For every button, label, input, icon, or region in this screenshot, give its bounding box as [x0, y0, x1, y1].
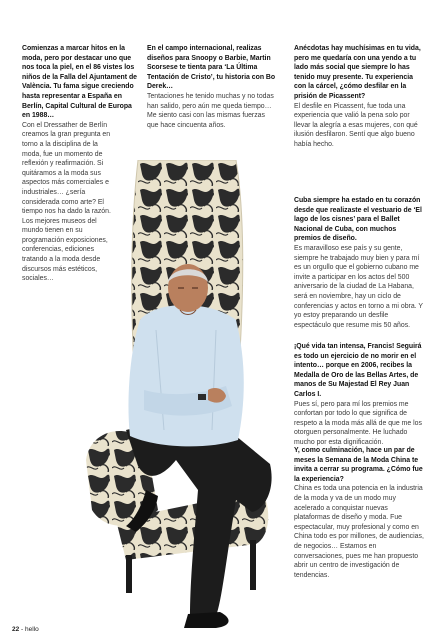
col3-question-4: Y, como culminación, hace un par de meses la Semana de la Moda China te invita a cerrar su programa. ¿Cómo fue la experiencia? — [294, 447, 423, 483]
column-2 — [147, 44, 277, 134]
shoe-right — [184, 612, 229, 628]
column-3-block-4 — [294, 446, 424, 584]
column-3-block-3 — [294, 342, 424, 452]
col3-question-1: Anécdotas hay muchísimas en tu vida, pero me quedaría con una yendo a tu lado más social que siempre lo has tenido muy presente. Tu experiencia con la cárcel, ¿cómo desfilar en la prisión de Picassent? — [294, 45, 421, 100]
col2-question: En el campo internacional, realizas diseños para Snoopy o Barbie, Martin Scorsese te tienta para ‘La Última Tentación de Cristo’, tu historia con Bo Derek… — [147, 45, 276, 91]
col1-question: Comienzas a marcar hitos en la moda, pero por destacar uno que nos toca la piel, en el 86 vistes los niños de la Falla del Ajuntament de València. Tu fama sigue creciendo hasta representar a España en Berlín, Capital Cultural de Europa en 1988… — [22, 45, 137, 120]
col1-answer: Con el Dressather de Berlín creamos la gran pregunta en torno a la disciplina de la moda, fue un momento de reflexión y reafirmación. Si quitáramos a la moda sus aspectos más comerciales e industriales… ¿sería considerada como arte? El tiempo nos ha dado la razón. Los mejores museos del mundo tienen en su programación exposiciones, conferencias, ediciones tratando a la moda desde discursos más estéticos, sociales… — [22, 121, 111, 283]
page-number: 22 — [12, 626, 20, 633]
page-footer — [12, 626, 39, 633]
footer-separator: - — [19, 626, 26, 633]
col3-answer-2: Es maravilloso ese país y su gente, siempre he trabajado muy bien y para mí es un orgullo que el gobierno cubano me invite a participar en los actos del 500 aniversario de la ciudad de La Habana, será en noviembre, hay un ciclo de conferencias y actos en torno a mi obra. Y yo estoy preparando un desfile espectáculo que resume mis 50 años. — [294, 244, 423, 329]
portrait-photo — [86, 160, 276, 630]
shirt — [128, 305, 243, 446]
col2-answer: Tentaciones he tenido muchas y no todas han salido, pero aún me queda tiempo… Me siento casi con las mismas fuerzas que hace cincuenta años. — [147, 92, 274, 129]
col3-answer-4: China es toda una potencia en la industria de la moda y va de un modo muy acelerado a conquistar nuevas plataformas de diseño y moda. Fue espectacular, muy profesional y como en China todo es por millones, de audiencias, de negocios… Estamos en conversaciones, pues me han propuesto abrir un centro de investigación de tendencias. — [294, 485, 424, 579]
section-name: hello — [25, 626, 39, 633]
col2-paragraph — [147, 44, 277, 130]
column-3-block-1 — [294, 44, 424, 154]
col3-question-2: Cuba siempre ha estado en tu corazón desde que realizaste el vestuario de ‘El lago de los cisnes’ para el Ballet Nacional de Cuba, con muchos premios de diseño. — [294, 197, 422, 243]
col3-answer-1: El desfile en Picassent, fue toda una experiencia que valió la pena solo por llevar la alegría a esas mujeres, con qué ilusión desfilaron. Sentí que algo bueno había hecho. — [294, 102, 418, 148]
portrait-illustration — [86, 160, 276, 630]
col3-answer-3: Pues sí, pero para mí los premios me confortan por todo lo que significa de respeto a la moda más allá de que me los otorguen personalmente. He luchado mucho por esta dignificación. — [294, 400, 422, 446]
column-3-block-2 — [294, 196, 424, 334]
col3-question-3: ¡Qué vida tan intensa, Francis! Seguirá es todo un ejercicio de no morir en el intento… porque en 2006, recibes la Medalla de Oro de las Bellas Artes, de manos de Su Majestad El Rey Juan Carlos I. — [294, 343, 422, 398]
